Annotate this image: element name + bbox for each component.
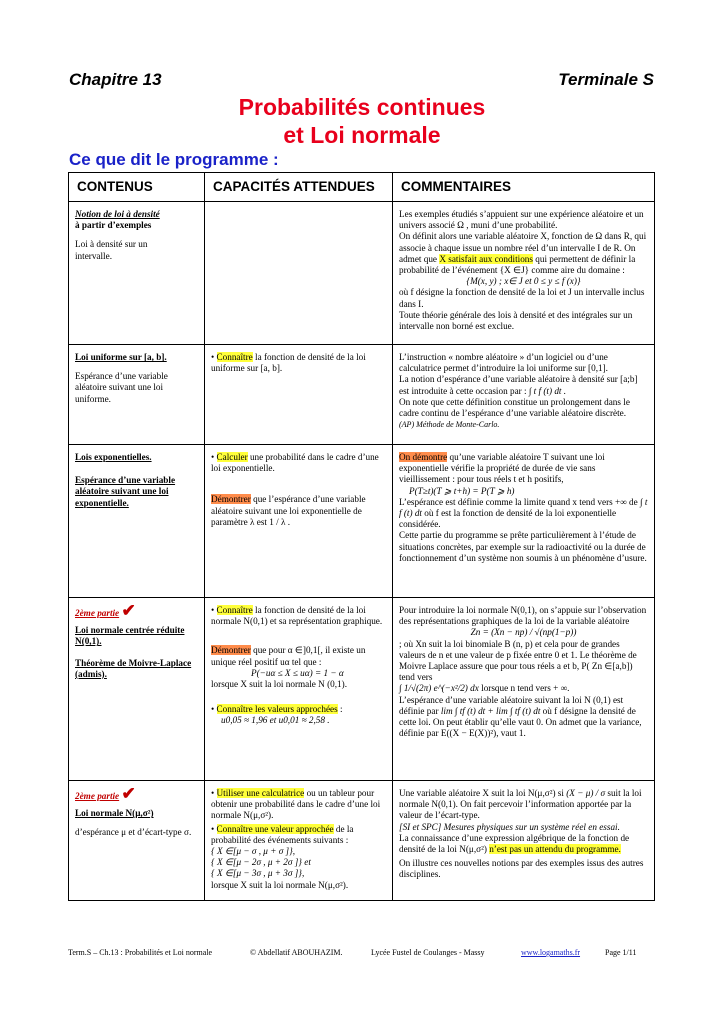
table-row: [69, 781, 655, 901]
capacites-cell: • Calculer une probabilité dans le cadre d’une loi exponentielle. Démontrer que l’espérance d’une variable aléatoire suivant une loi exponentielle de paramètre λ est 1 / λ .: [205, 445, 393, 598]
highlight: Connaître les valeurs approchées: [216, 704, 338, 715]
highlight: Démontrer: [211, 494, 251, 505]
commentaires-cell: [393, 598, 655, 781]
quantile-values: u0,05 ≈ 1,96 et u0,01 ≈ 2,58 .: [221, 715, 330, 726]
column-header: CAPACITÉS ATTENDUES: [205, 173, 393, 202]
comment-text: qui permettent de définir la probabilité de l’événement {X ∈J} comme aire du domaine :: [399, 253, 636, 276]
capacity-text: lorsque X suit la loi normale N (0,1).: [211, 679, 348, 690]
comment-text: [SI et SPC] Mesures physiques sur un système réel en essai.: [399, 821, 620, 832]
comment-note: (AP) Méthode de Monte-Carlo.: [399, 420, 500, 430]
gauss-integral: ∫ 1/√(2π) e^(−x²/2) dx: [399, 683, 479, 694]
highlight: Connaître: [216, 605, 253, 615]
topic-subtitle: Espérance d’une variable aléatoire suivant une loi exponentielle.: [75, 475, 176, 508]
highlight: Connaître une valeur approchée: [216, 823, 334, 834]
capacity-text: une probabilité dans le cadre d’une loi exponentielle.: [211, 452, 379, 474]
footer-school: Lycée Fustel de Coulanges - Massy: [371, 948, 485, 957]
capacity-text: de la probabilité des événements suivants :: [211, 823, 354, 845]
comment-text: L’espérance d’une variable aléatoire suivant la loi N (0,1) est définie par: [399, 694, 624, 716]
topic-title: Loi normale N(μ,σ²): [75, 808, 154, 819]
comment-text: où f désigne la densité de cette loi. On peut établir qu’elle vaut 0. On admet que la variance, définie par E((X − E(X))²), vaut 1.: [399, 705, 642, 739]
topic-title: Loi uniforme sur [a, b].: [75, 352, 167, 362]
check-icon: ✔: [121, 784, 136, 803]
topic-text: Espérance d’une variable aléatoire suivant une loi uniforme.: [75, 371, 168, 404]
comment-text: L’espérance est définie comme la limite quand x tend vers +∞ de: [399, 496, 638, 507]
chapter-label: Chapitre 13: [69, 70, 162, 89]
domain-formula: {M(x, y) ; x∈ J et 0 ≤ y ≤ f (x)}: [466, 276, 581, 287]
commentaires-cell: [393, 781, 655, 901]
topic-title: Loi normale centrée réduite N(0,1).: [75, 625, 185, 647]
comment-text: suit la loi normale N(0,1). On fait percevoir l’information apportée par la valeur de l’écart-type.: [399, 788, 642, 821]
contenus-cell: [69, 598, 205, 781]
table-header-row: [69, 173, 655, 202]
contenus-cell: [69, 345, 205, 445]
footer-site-link[interactable]: www.logamaths.fr: [521, 948, 581, 957]
contenus-cell: [69, 202, 205, 345]
topic-subtitle: Théorème de Moivre-Laplace (admis).: [75, 657, 192, 679]
comment-text: ; où Xn suit la loi binomiale B (n, p) et cela pour de grandes valeurs de n et une valeur de p fixée entre 0 et 1. Le théorème de Moivre Laplace assure que pour tous réels a et b, P( Zn ∈[a,b]) tend vers: [399, 638, 637, 683]
highlight: Connaître: [216, 352, 253, 362]
highlight: Démontrer: [211, 645, 251, 656]
column-header: CONTENUS: [69, 173, 205, 202]
section-subtitle: Ce que dit le programme :: [69, 150, 279, 169]
footer-author: © Abdellatif ABOUHAZIM.: [250, 948, 343, 957]
standardization-formula: (X − μ) / σ: [566, 788, 606, 798]
comment-text: lorsque n tend vers + ∞.: [481, 683, 570, 694]
comment-text: On note que cette définition constitue un prolongement dans le cadre continu de l’espérance d’une variable aléatoire discrète.: [399, 396, 630, 419]
comment-text: Les exemples étudiés s’appuient sur une expérience aléatoire et un univers associé Ω , muni d’une probabilité.: [399, 209, 644, 231]
contenus-cell: [69, 445, 205, 598]
highlight: X satisfait aux conditions: [439, 253, 533, 264]
topic-title: Lois exponentielles.: [75, 452, 152, 462]
comment-text: La connaissance d’une expression algébrique de la fonction de densité de la loi N(μ,σ²): [399, 832, 630, 855]
capacity-text: la fonction de densité de la loi normale N(0,1) et sa représentation graphique.: [211, 605, 383, 627]
commentaires-cell: [393, 345, 655, 445]
table-row: [69, 445, 655, 598]
topic-subtitle: à partir d’exemples: [75, 220, 152, 231]
capacites-cell: • Connaître la fonction de densité de la loi uniforme sur [a, b].: [205, 345, 393, 445]
comment-text: où f désigne la fonction de densité de la loi et J un intervalle inclus dans I.: [399, 287, 645, 309]
commentaires-cell: [393, 445, 655, 598]
page-title-line2: et Loi normale: [283, 122, 441, 148]
commentaires-cell: [393, 202, 655, 345]
capacites-cell: • Connaître la fonction de densité de la loi normale N(0,1) et sa représentation graphique. Démontrer que pour α ∈]0,1[, il existe un unique réel positif uα tel que : P(−uα ≤ X ≤ uα) = 1 − α lorsque X suit la loi normale N (0,1). • Connaître les valeurs approchées : u0,05 ≈ 1,96 et u0,01 ≈ 2,58 .: [205, 598, 393, 781]
capacites-cell: • Utiliser une calculatrice ou un tableur pour obtenir une probabilité dans le cadre d’une loi normale N(μ,σ²). • Connaître une valeur approchée de la probabilité des événements suivants : { X ∈[μ − σ , μ + σ ]}, { X ∈[μ − 2σ , μ + 2σ ]} et { X ∈[μ − 3σ , μ + 3σ ]}, lorsque X suit la loi normale N(μ,σ²).: [205, 781, 393, 901]
capacity-text: ou un tableur pour obtenir une probabilité dans le cadre d’une loi normale N(μ,σ²).: [211, 788, 381, 821]
contenus-cell: [69, 781, 205, 901]
fraction: 1 / λ .: [269, 516, 291, 527]
highlight: On démontre: [399, 452, 448, 462]
event-3: { X ∈[μ − 3σ , μ + 3σ ]},: [211, 868, 305, 879]
highlight: n’est pas un attendu du programme.: [489, 844, 621, 855]
comment-text: Cette partie du programme se prête particulièrement à l’étude de situations concrètes, par exemple sur la radioactivité ou la durée de fonctionnement d’un système non soumis à un phénomène d’usure.: [399, 530, 647, 563]
table-row: [69, 598, 655, 781]
memoryless-formula: P(T≥t)(T ⩾ t+h) = P(T ⩾ h): [409, 485, 515, 496]
comment-text: La notion d’espérance d’une variable aléatoire à densité sur [a;b] est introduite à cette occasion par :: [399, 374, 638, 396]
event-1: { X ∈[μ − σ , μ + σ ]},: [211, 846, 296, 857]
column-header: COMMENTAIRES: [393, 173, 655, 202]
part-label: 2ème partie: [75, 791, 120, 801]
topic-text: d’espérance μ et d’écart-type σ.: [75, 827, 192, 838]
footer-page: Page 1/11: [605, 948, 637, 957]
expectation-formula: ∫ t f (t) dt .: [528, 385, 567, 396]
highlight: Utiliser une calculatrice: [216, 788, 305, 798]
comment-text: Une variable aléatoire X suit la loi N(μ,σ²) si: [399, 788, 564, 798]
check-icon: ✔: [121, 601, 136, 620]
integral-formula: ∫ t f (t) dt: [399, 496, 648, 519]
capacites-cell: [205, 202, 393, 345]
comment-text: Toute théorie générale des lois à densité et des intégrales sur un intervalle non borné est exclue.: [399, 309, 633, 332]
part-label: 2ème partie: [75, 608, 120, 618]
comment-text: Pour introduire la loi normale N(0,1), on s’appuie sur l’observation des représentations graphiques de la loi de la variable aléatoire: [399, 605, 647, 627]
comment-text: qu’une variable aléatoire T suivant une loi exponentielle vérifie la propriété de durée de vie sans vieillissement : pour tous réels t et h positifs,: [399, 452, 605, 485]
table-row: [69, 202, 655, 345]
topic-title: Notion de loi à densité: [75, 209, 160, 219]
comment-text: On définit alors une variable aléatoire X, fonction de Ω dans R, qui associe à chaque issue un nombre réel d’un intervalle I de R. On admet que: [399, 231, 647, 264]
event-2: { X ∈[μ − 2σ , μ + 2σ ]} et: [211, 857, 311, 868]
zn-formula: Zn = (Xn − np) / √(np(1−p)): [470, 627, 577, 638]
topic-text: Loi à densité sur un intervalle.: [75, 239, 148, 261]
page-title-line1: Probabilités continues: [238, 94, 486, 120]
capacity-text: lorsque X suit la loi normale N(μ,σ²).: [211, 879, 349, 890]
quantile-formula: P(−uα ≤ X ≤ uα) = 1 − α: [251, 667, 344, 678]
capacity-text: la fonction de densité de la loi uniforme sur [a, b].: [211, 352, 366, 374]
footer-course: Term.S – Ch.13 : Probabilités et Loi normale: [68, 948, 213, 957]
capacity-text: que l’espérance d’une variable aléatoire suivant une loi exponentielle de paramètre λ est: [211, 494, 366, 527]
comment-text: On illustre ces nouvelles notions par des exemples issus des autres disciplines.: [399, 858, 644, 880]
comment-text: L’instruction « nombre aléatoire » d’un logiciel ou d’une calculatrice permet d’introduire la loi uniforme sur [0,1].: [399, 352, 608, 374]
highlight: Calculer: [216, 452, 248, 462]
class-label: Terminale S: [558, 70, 654, 89]
capacity-text: que pour α ∈]0,1[, il existe un unique réel positif uα tel que :: [211, 645, 366, 667]
program-table: [68, 172, 655, 901]
table-row: [69, 345, 655, 445]
comment-text: où f est la fonction de densité de la loi exponentielle considérée.: [399, 508, 617, 530]
limit-formula: lim ∫ tf (t) dt + lim ∫ tf (t) dt: [440, 705, 541, 716]
